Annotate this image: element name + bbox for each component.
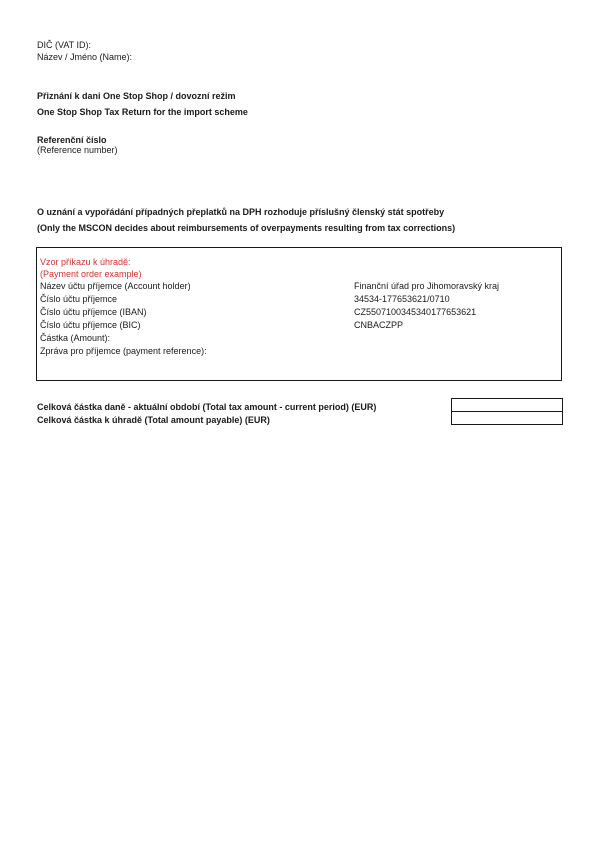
bic-value: CNBACZPP: [354, 320, 404, 330]
account-holder-label: Název účtu příjemce (Account holder): [40, 281, 191, 291]
amount-label: Částka (Amount):: [40, 333, 111, 343]
total-tax-current-field[interactable]: [451, 398, 563, 412]
account-number-value: 34534-177653621/0710: [354, 294, 450, 304]
vat-id-label: DIČ (VAT ID):: [37, 40, 91, 50]
document-title-en: One Stop Shop Tax Return for the import scheme: [37, 107, 248, 117]
total-tax-current-label: Celková částka daně - aktuální období (Total tax amount - current period) (EUR): [37, 402, 377, 412]
account-number-label: Číslo účtu příjemce: [40, 294, 118, 304]
iban-label: Číslo účtu příjemce (IBAN): [40, 307, 147, 317]
reference-label: Referenční číslo: [37, 135, 107, 145]
iban-value: CZ5507100345340177653621: [354, 307, 477, 317]
document-title: Přiznání k dani One Stop Shop / dovozní režim: [37, 91, 236, 101]
payment-reference-label: Zpráva pro příjemce (payment reference):: [40, 346, 207, 356]
total-payable-field[interactable]: [451, 411, 563, 425]
overpayment-notice-en: (Only the MSCON decides about reimbursements of overpayments resulting from tax corrections): [37, 223, 456, 233]
overpayment-notice: O uznání a vypořádání případných přeplatků na DPH rozhoduje příslušný členský stát spotřeby: [37, 207, 445, 217]
payment-order-box: [36, 247, 562, 381]
total-payable-label: Celková částka k úhradě (Total amount payable) (EUR): [37, 415, 270, 425]
payment-order-heading: Vzor příkazu k úhradě:: [40, 257, 131, 267]
reference-label-en: (Reference number): [37, 145, 118, 155]
payment-order-heading-en: (Payment order example): [40, 269, 142, 279]
bic-label: Číslo účtu příjemce (BIC): [40, 320, 141, 330]
name-label: Název / Jméno (Name):: [37, 52, 133, 62]
account-holder-value: Finanční úřad pro Jihomoravský kraj: [354, 281, 500, 291]
